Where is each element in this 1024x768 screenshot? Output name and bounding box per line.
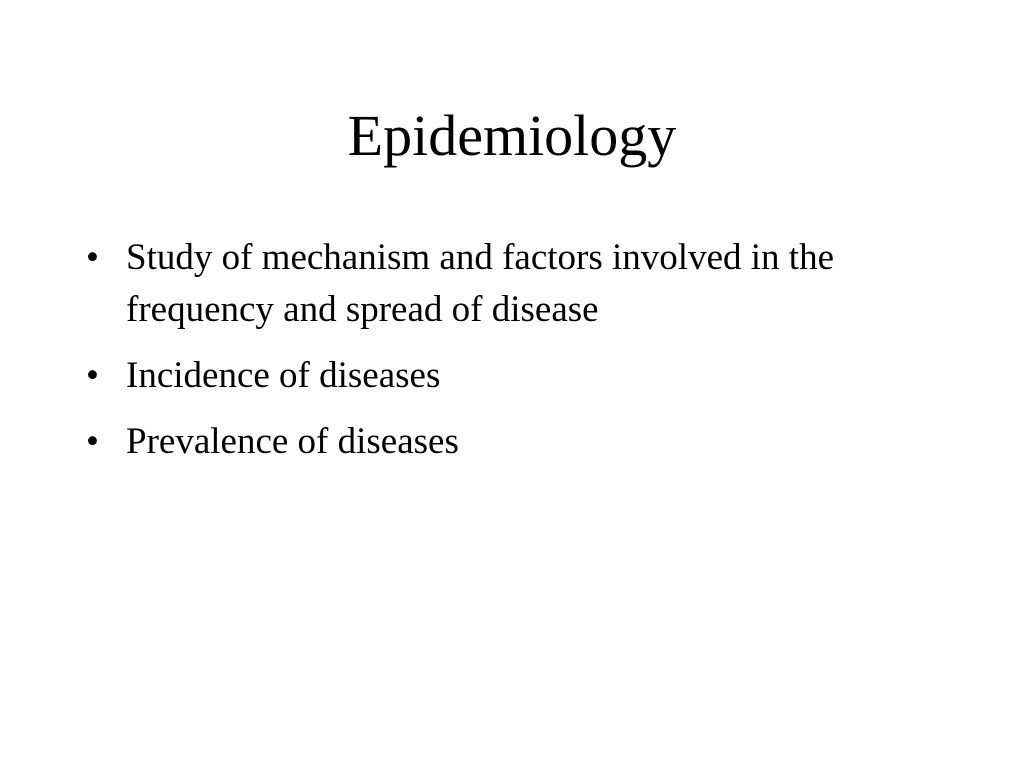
bullet-item: [86, 350, 956, 402]
bullet-item: [86, 232, 956, 336]
bullet-text: Incidence of diseases: [126, 355, 441, 396]
bullet-item: [86, 416, 956, 468]
bullet-marker: •: [86, 421, 99, 462]
bullet-marker: •: [86, 355, 99, 396]
bullet-text: Prevalence of diseases: [126, 421, 459, 462]
bullet-list: [86, 232, 956, 482]
bullet-text: Study of mechanism and factors involved in the frequency and spread of disease: [126, 237, 834, 330]
slide-title: Epidemiology: [347, 103, 677, 168]
bullet-marker: •: [86, 237, 99, 278]
